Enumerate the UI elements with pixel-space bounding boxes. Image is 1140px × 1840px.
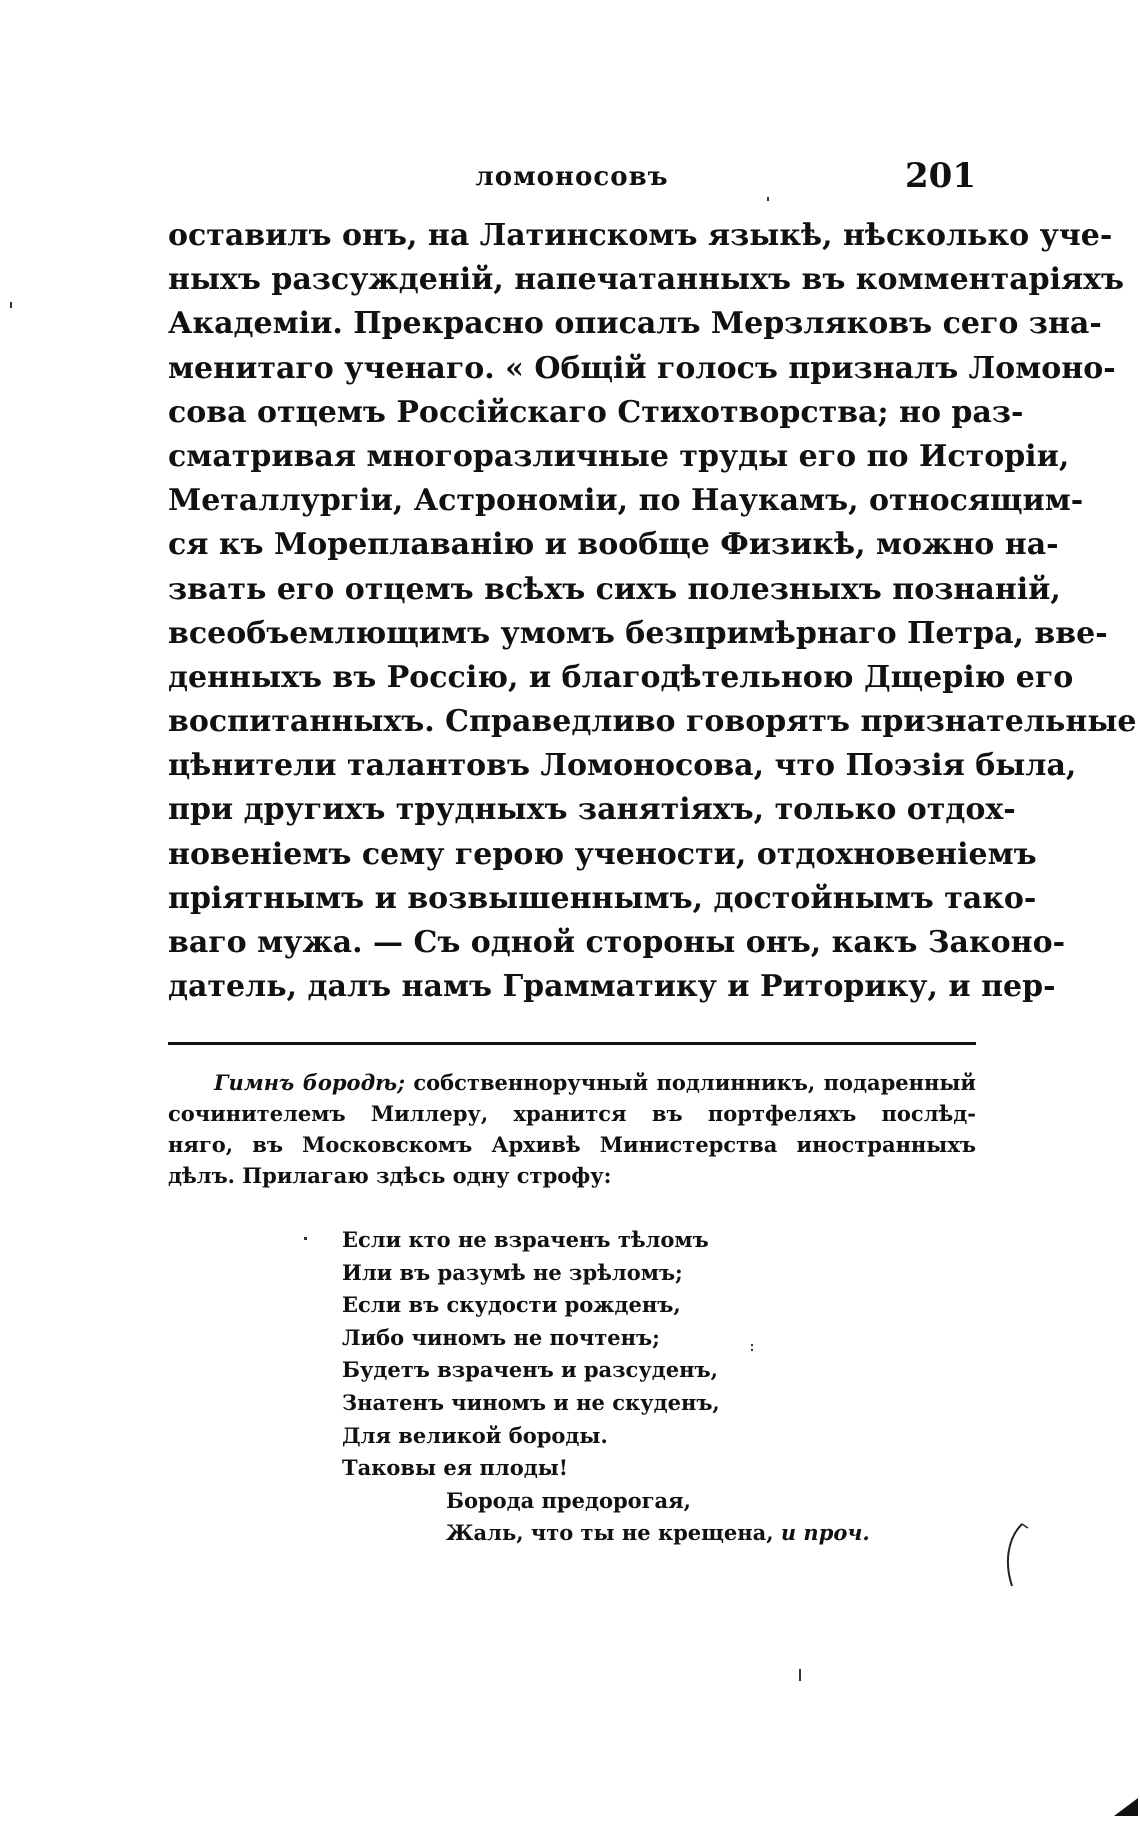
verse-line: Будетъ взраченъ и разсуденъ, xyxy=(342,1357,718,1383)
verse-line-text: Жаль, что ты не крещена, xyxy=(446,1520,774,1546)
running-title: ломоносовъ xyxy=(475,162,669,192)
footnote-rule xyxy=(168,1042,976,1045)
text-line: денныхъ въ Россію, и благодѣтельною Дщерію его xyxy=(168,659,1074,695)
scan-speck xyxy=(751,1349,753,1351)
verse-line: Борода предорогая, xyxy=(446,1487,691,1513)
scan-speck xyxy=(10,302,12,308)
text-line: звать его отцемъ всѣхъ сихъ полезныхъ познаній, xyxy=(168,571,1061,607)
text-line: ваго мужа. — Съ одной стороны онъ, какъ Законо- xyxy=(168,925,1066,960)
text-line: всеобъемлющимъ умомъ безпримѣрнаго Петра, вве- xyxy=(168,615,1108,651)
verse-line: Для великой бороды. xyxy=(342,1422,608,1448)
running-head xyxy=(168,158,976,198)
scan-speck xyxy=(751,1344,753,1346)
footnote-line: няго, въ Московскомъ Архивѣ Министерства иностранныхъ xyxy=(168,1132,976,1157)
verse-ending: и проч. xyxy=(773,1520,870,1546)
verse-line: Таковы ея плоды! xyxy=(342,1455,568,1481)
text-line: Металлургіи, Астрономіи, по Наукамъ, относящим- xyxy=(168,483,1084,519)
verse-line: Или въ разумѣ не зрѣломъ; xyxy=(342,1259,683,1285)
text-line: Академіи. Прекрасно описалъ Мерзляковъ сего зна- xyxy=(168,306,1102,342)
text-line: ныхъ разсужденій, напечатанныхъ въ комментаріяхъ xyxy=(168,262,1125,298)
footnote-text: собственноручный подлинникъ, подаренный xyxy=(404,1070,976,1095)
text-line: цѣнители талантовъ Ломоносова, что Поэзія была, xyxy=(168,748,1077,784)
verse-block xyxy=(342,1224,942,1550)
verse-line xyxy=(342,1517,942,1550)
text-line: ся къ Мореплаванію и вообще Физикѣ, можно на- xyxy=(168,527,1059,563)
footnote-line xyxy=(214,1067,976,1098)
page-number: 201 xyxy=(905,156,976,196)
text-line: при другихъ трудныхъ занятіяхъ, только отдох- xyxy=(168,792,1016,828)
corner-scan-mark xyxy=(1110,1788,1140,1818)
footnote-block xyxy=(168,1067,976,1191)
footnote-line: дѣлъ. Прилагаю здѣсь одну строфу: xyxy=(168,1163,612,1188)
text-line: сматривая многоразличные труды его по Исторіи, xyxy=(168,438,1070,474)
text-line: датель, далъ намъ Грамматику и Риторику, и пер- xyxy=(168,969,1056,1005)
scan-speck xyxy=(304,1237,307,1240)
margin-bracket-mark xyxy=(1000,1520,1030,1590)
text-line: воспитанныхъ. Справедливо говорятъ признательные xyxy=(168,704,1137,740)
text-line: сова отцемъ Россійскаго Стихотворства; но раз- xyxy=(168,394,1024,430)
text-line: менитаго ученаго. « Общій голосъ призналъ Ломоно- xyxy=(168,350,1116,386)
main-text-block xyxy=(168,214,1137,1009)
verse-line: Либо чиномъ не почтенъ; xyxy=(342,1324,660,1350)
text-line: оставилъ онъ, на Латинскомъ языкѣ, нѣсколько уче- xyxy=(168,218,1113,253)
verse-line: Если кто не взраченъ тѣломъ xyxy=(342,1227,709,1252)
verse-line: Знатенъ чиномъ и не скуденъ, xyxy=(342,1389,720,1415)
verse-line: Если въ скудости рожденъ, xyxy=(342,1292,681,1318)
scan-speck xyxy=(799,1669,801,1681)
footnote-title: Гимнъ бородѣ; xyxy=(214,1070,405,1095)
scan-speck xyxy=(767,197,769,201)
footnote-line: сочинителемъ Миллеру, хранится въ портфеляхъ послѣд- xyxy=(168,1101,976,1126)
text-line: пріятнымъ и возвышеннымъ, достойнымъ тако- xyxy=(168,880,1037,916)
text-line: новеніемъ сему герою учености, отдохновеніемъ xyxy=(168,836,1037,872)
